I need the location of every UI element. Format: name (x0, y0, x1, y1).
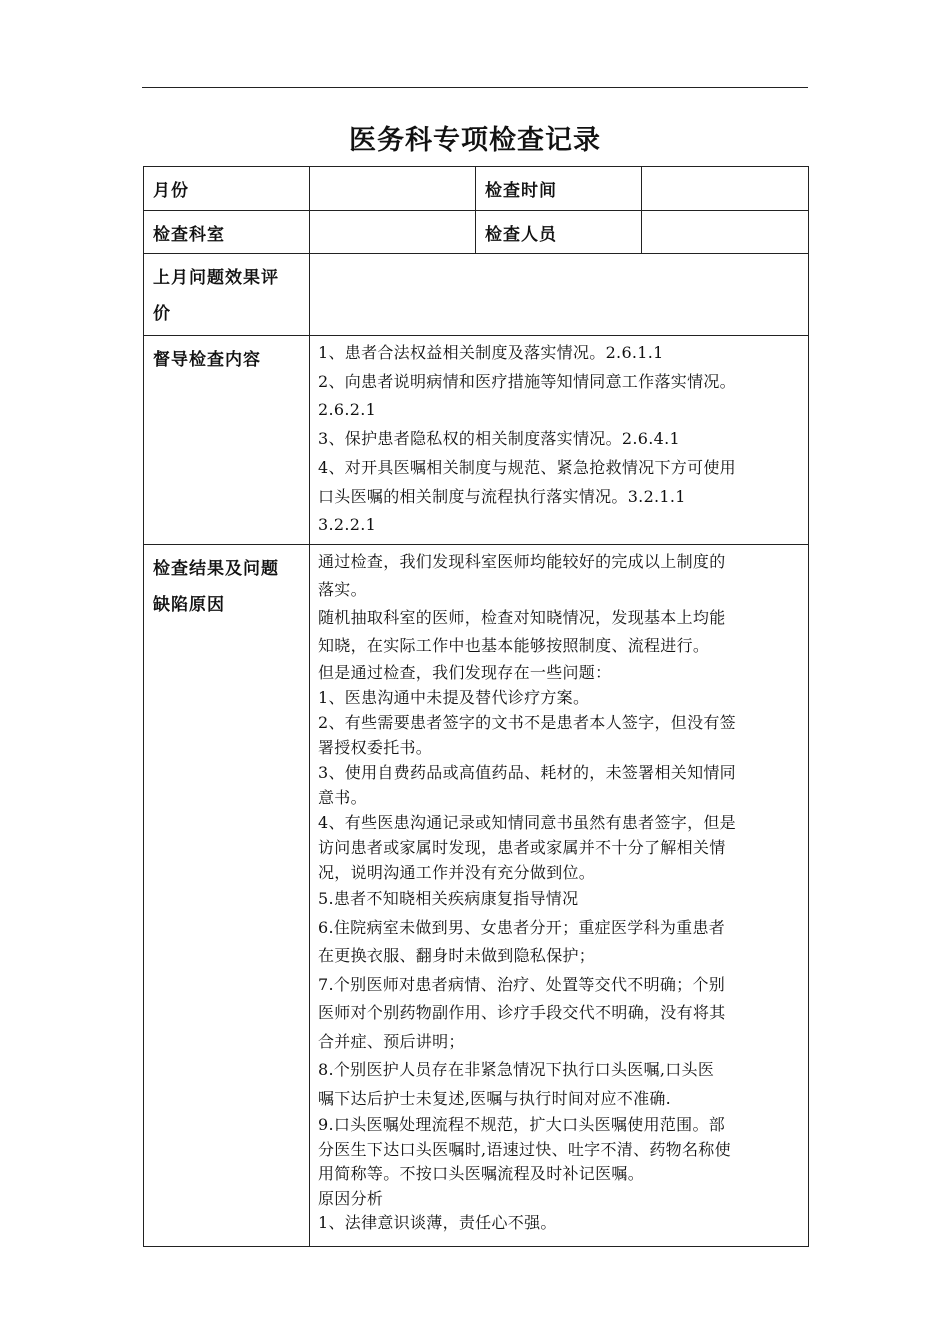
content-item: 3、保护患者隐私权的相关制度落实情况。2.6.4.1 (318, 429, 680, 449)
inspector-value-cell[interactable] (642, 211, 809, 254)
result-label (144, 545, 310, 1247)
content-cell (310, 336, 809, 545)
result-line: 5.患者不知晓相关疾病康复指导情况 (318, 889, 579, 908)
result-line: 在更换衣服、翻身时未做到隐私保护； (318, 946, 596, 965)
last-eval-value-cell[interactable] (310, 254, 809, 336)
result-line: 6.住院病室未做到男、女患者分开；重症医学科为重患者 (318, 917, 726, 937)
row-month (144, 167, 809, 211)
header-rule (142, 87, 808, 88)
result-line: 7.个别医师对患者病情、治疗、处置等交代不明确；个别 (318, 974, 726, 994)
row-result (144, 545, 809, 1247)
content-item: 4、对开具医嘱相关制度与规范、紧急抢救情况下方可使用 (318, 457, 736, 477)
result-line: 意书。 (318, 788, 367, 807)
result-line: 但是通过检查，我们发现存在一些问题： (318, 663, 612, 682)
last-eval-label-line-2: 价 (153, 304, 171, 324)
dept-label: 检查科室 (144, 211, 310, 254)
result-line: 原因分析 (318, 1188, 384, 1208)
result-cell (310, 545, 809, 1247)
result-line: 3、使用自费药品或高值药品、耗材的，未签署相关知情同 (318, 763, 736, 782)
result-line: 分医生下达口头医嘱时,语速过快、吐字不清、药物名称使 (318, 1139, 731, 1159)
result-line: 医师对个别药物副作用、诊疗手段交代不明确，没有将其 (318, 1003, 726, 1022)
result-line: 8.个别医护人员存在非紧急情况下执行口头医嘱,口头医 (318, 1060, 715, 1079)
result-line: 合并症、预后讲明； (318, 1031, 465, 1051)
result-line: 9.口头医嘱处理流程不规范，扩大口头医嘱使用范围。部 (318, 1115, 726, 1134)
inspector-label: 检查人员 (476, 211, 642, 254)
result-line: 通过检查，我们发现科室医师均能较好的完成以上制度的 (318, 552, 726, 571)
result-line: 1、医患沟通中未提及替代诊疗方案。 (318, 688, 590, 707)
month-value-cell[interactable] (310, 167, 476, 211)
last-eval-label-line-1: 上月问题效果评 (153, 268, 279, 288)
result-line: 况，说明沟通工作并没有充分做到位。 (318, 863, 596, 882)
row-dept (144, 211, 809, 254)
content-item: 3.2.2.1 (318, 515, 377, 535)
result-line: 署授权委托书。 (318, 738, 433, 757)
content-item: 1、患者合法权益相关制度及落实情况。2.6.1.1 (318, 343, 664, 362)
month-label: 月份 (144, 167, 310, 211)
result-line: 随机抽取科室的医师，检查对知晓情况，发现基本上均能 (318, 608, 726, 627)
result-line: 落实。 (318, 580, 367, 599)
result-line: 2、有些需要患者签字的文书不是患者本人签字，但没有签 (318, 713, 736, 732)
result-line: 1、法律意识谈薄，责任心不强。 (318, 1213, 557, 1232)
content-item: 2、向患者说明病情和医疗措施等知情同意工作落实情况。 (318, 371, 736, 391)
dept-value-cell[interactable] (310, 211, 476, 254)
row-last-eval (144, 254, 809, 336)
row-supervision-content (144, 336, 809, 545)
result-label-line-2: 缺陷原因 (153, 595, 225, 615)
result-label-line-1: 检查结果及问题 (153, 559, 279, 579)
result-line: 4、有些医患沟通记录或知情同意书虽然有患者签字，但是 (318, 813, 736, 832)
result-line: 访问患者或家属时发现，患者或家属并不十分了解相关情 (318, 838, 726, 857)
result-line: 用简称等。不按口头医嘱流程及时补记医嘱。 (318, 1164, 645, 1183)
inspection-record-table (143, 166, 809, 1247)
result-line: 嘱下达后护士未复述,医嘱与执行时间对应不准确. (318, 1088, 672, 1108)
last-eval-label (144, 254, 310, 336)
content-item: 2.6.2.1 (318, 400, 377, 420)
result-line: 知晓，在实际工作中也基本能够按照制度、流程进行。 (318, 636, 710, 655)
content-label: 督导检查内容 (144, 336, 310, 545)
check-time-label: 检查时间 (476, 167, 642, 211)
page-title: 医务科专项检查记录 (349, 125, 601, 156)
check-time-value-cell[interactable] (642, 167, 809, 211)
content-item: 口头医嘱的相关制度与流程执行落实情况。3.2.1.1 (318, 486, 686, 506)
